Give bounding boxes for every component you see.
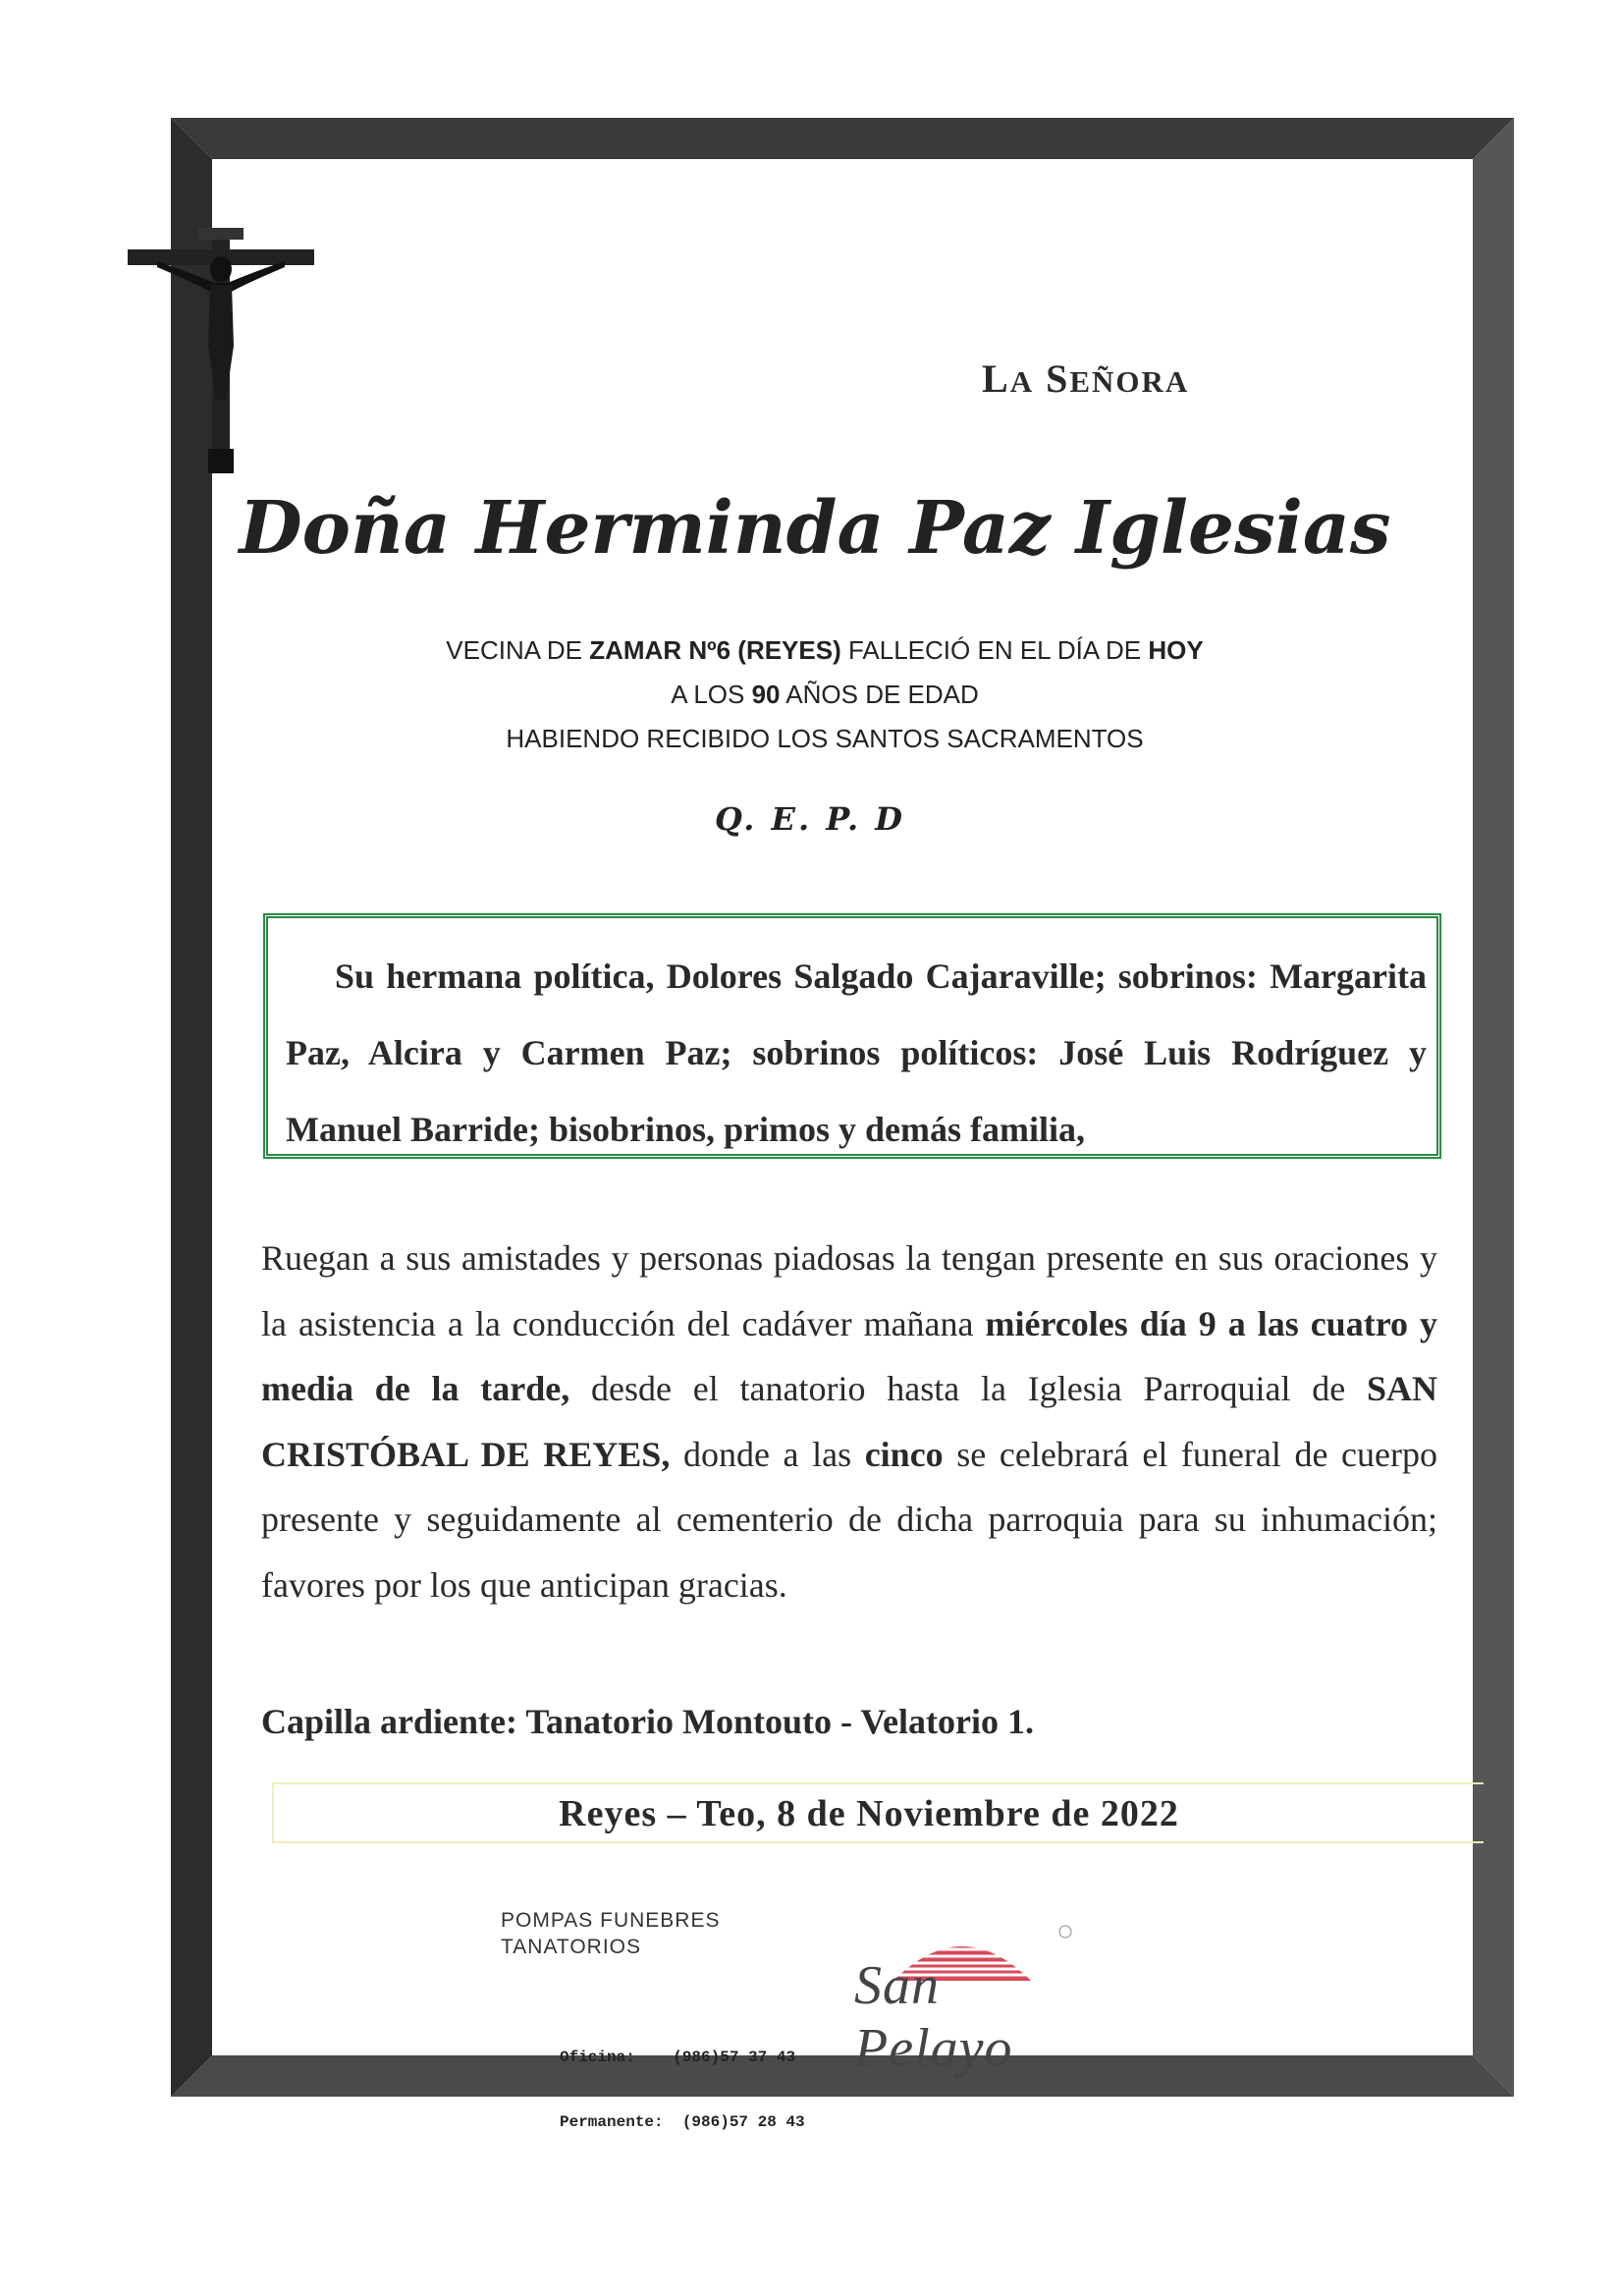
phone-office: Oficina: (986)57 37 43 — [560, 2049, 796, 2066]
death-details — [275, 629, 1375, 761]
details-line-3: HABIENDO RECIBIDO LOS SANTOS SACRAMENTOS — [506, 724, 1144, 753]
funeral-home-line-1: POMPAS FUNEBRES — [501, 1909, 721, 1932]
chapel-info: Capilla ardiente: Tanatorio Montouto - Velatorio 1. — [261, 1702, 1035, 1741]
phone-permanent: Permanente: (986)57 28 43 — [560, 2113, 805, 2131]
san-pelayo-logo-text: San Pelayo — [854, 1955, 1013, 2079]
phone-numbers — [560, 2003, 805, 2155]
crucifix-icon — [128, 228, 314, 473]
family-box — [263, 913, 1441, 1159]
qepd: Q. E. P. D — [714, 800, 906, 838]
funeral-home-line-2: TANATORIOS — [501, 1936, 642, 1958]
family-text: Su hermana política, Dolores Salgado Cajaraville; sobrinos: Margarita Paz, Alcira y Carmen Paz; sobrinos políticos: José Luis Rodríguez y Manuel Barride; bisobrinos, primos y demás familia, — [286, 957, 1427, 1149]
funeral-home-name — [501, 1907, 720, 1960]
title-la-senora: LA SEÑORA — [982, 356, 1190, 401]
deceased-name: Doña Herminda Paz Iglesias — [239, 486, 1391, 571]
date-box — [272, 1782, 1484, 1843]
details-line-2: A LOS 90 AÑOS DE EDAD — [671, 680, 979, 709]
funeral-announcement: Ruegan a sus amistades y personas piadosas la tengan presente en sus oraciones y la asistencia a la conducción del cadáver mañana miércoles día 9 a las cuatro y media de la tarde, desde el tanatorio hasta la Iglesia Parroquial de SAN CRISTÓBAL DE REYES, donde a las cinco se celebrará el funeral de cuerpo presente y seguidamente al cementerio de dicha parroquia para su inhumación; favores por los que anticipan gracias. — [261, 1238, 1438, 1605]
details-line-1: VECINA DE ZAMAR Nº6 (REYES) FALLECIÓ EN EL DÍA DE HOY — [446, 635, 1204, 665]
date-place: Reyes – Teo, 8 de Noviembre de 2022 — [559, 1793, 1179, 1834]
